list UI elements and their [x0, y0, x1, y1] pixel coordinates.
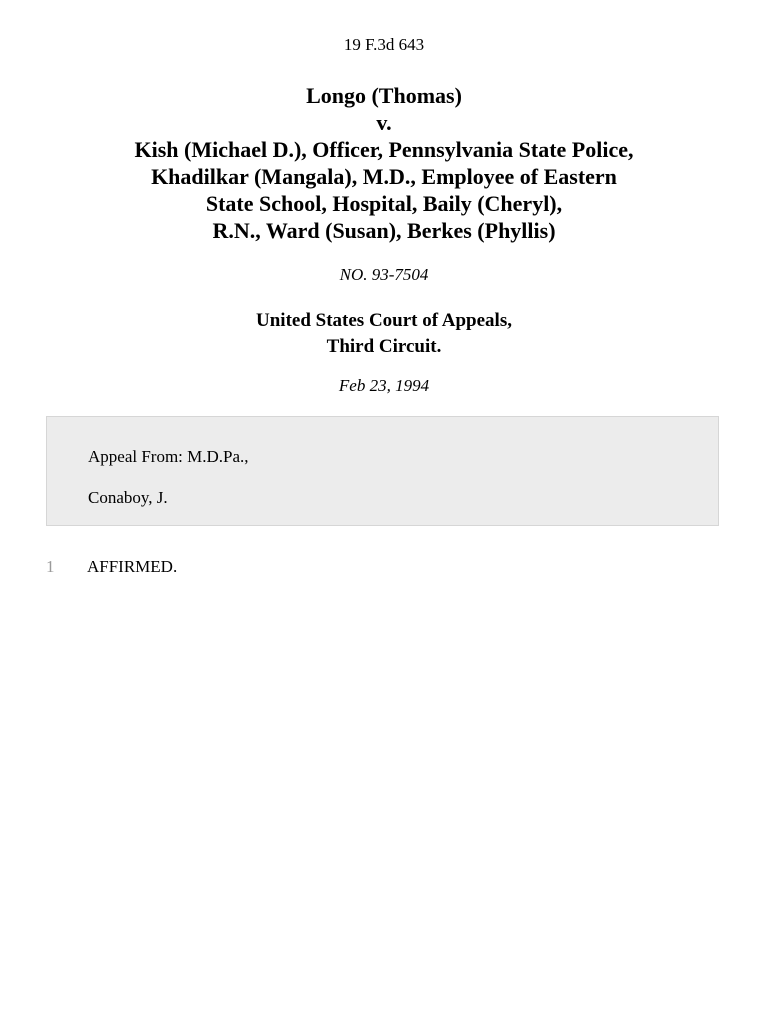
court-name-line-1: United States Court of Appeals, [256, 310, 512, 331]
court-name [0, 308, 768, 360]
title-line-defendants-3: State School, Hospital, Baily (Cheryl), [205, 191, 563, 216]
case-info-box [46, 416, 719, 526]
judge-name: Conaboy, J. [88, 488, 168, 507]
title-line-versus: v. [376, 110, 392, 135]
decision-date: Feb 23, 1994 [338, 376, 430, 395]
case-title [0, 82, 768, 244]
appeal-from: Appeal From: M.D.Pa., [88, 447, 249, 466]
paragraph-text: AFFIRMED. [87, 557, 178, 576]
paragraph-number: 1 [46, 557, 55, 576]
title-line-defendants-4: R.N., Ward (Susan), Berkes (Phyllis) [212, 218, 556, 243]
title-line-plaintiff: Longo (Thomas) [306, 83, 462, 108]
title-line-defendants-2: Khadilkar (Mangala), M.D., Employee of Eastern [151, 164, 617, 189]
case-citation: 19 F.3d 643 [343, 35, 425, 54]
docket-number: NO. 93-7504 [339, 265, 429, 284]
court-name-line-2: Third Circuit. [326, 336, 442, 357]
title-line-defendants-1: Kish (Michael D.), Officer, Pennsylvania State Police, [134, 137, 634, 162]
